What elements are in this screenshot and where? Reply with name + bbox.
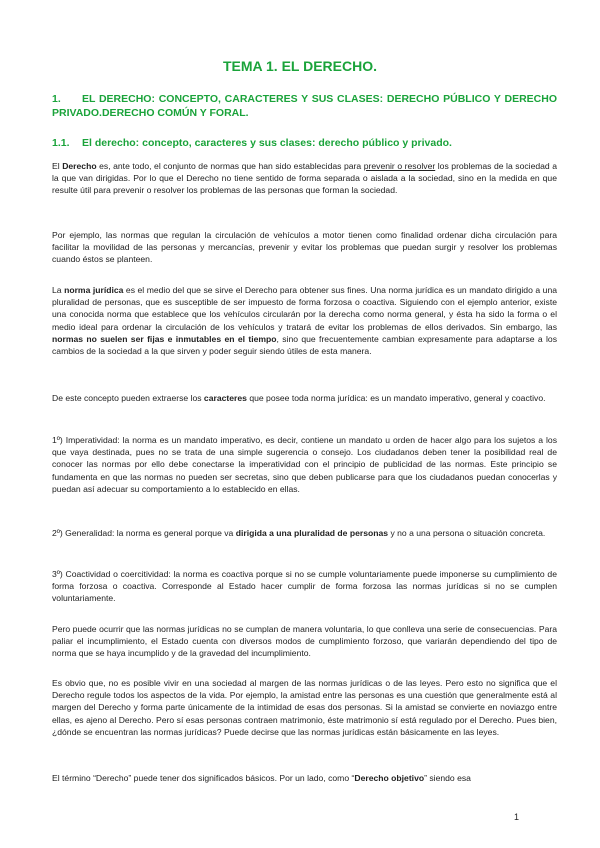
subsection-heading [52, 136, 557, 150]
section-number: 1. [52, 93, 61, 105]
paragraph-coactivity: 3º) Coactividad o coercitividad: la norma es coactiva porque si no se cumple voluntariamente puede imponerse su cumplimiento de forma forzosa o coactiva. Corresponde al Estado hacer cumplir de forma forzosa las normas jurídicas si no se cumplen voluntariamente. [52, 569, 557, 604]
subsection-number: 1.1. [52, 137, 70, 149]
text-run: que posee toda norma jurídica: es un mandato imperativo, general y coactivo. [246, 393, 546, 403]
bold-term: Derecho objetivo [354, 773, 425, 783]
text-run: El término “Derecho” puede tener dos significados básicos. Por un lado, como “ [52, 773, 355, 783]
paragraph-society: Es obvio que, no es posible vivir en una sociedad al margen de las normas jurídicas o de las leyes. Pero esto no significa que el Derecho regule todos los aspectos de la vida. Por ejemplo, la amistad entre las personas es una cuestión que generalmente está al margen del Derecho y forma parte únicamente de la intimidad de esas dos personas. Si la amistad se convierte en noviazgo entre ellas, es ajeno al Derecho. Pero sí esas personas contraen matrimonio, éste matrimonio sí está regulado por el Derecho. Pues bien, ¿dónde se encuentran las normas jurídicas? Puede decirse que las normas jurídicas están básicamente en las leyes. [52, 678, 557, 737]
text-run: ” siendo esa [424, 773, 471, 783]
text-run: es, ante todo, el conjunto de normas que han sido establecidas para [96, 161, 364, 171]
text-run: La [52, 285, 65, 295]
bold-term: normas no suelen ser fijas e inmutables en el tiempo [52, 333, 277, 344]
bold-term: norma jurídica [64, 285, 124, 295]
underlined-term: prevenir o resolver [363, 161, 436, 171]
document-title: TEMA 1. EL DERECHO. [222, 58, 378, 74]
section-heading-text: EL DERECHO: CONCEPTO, CARACTERES Y SUS CLASES: DERECHO PÚBLICO Y DERECHO PRIVADO.DERECHO COMÚN Y FORAL. [52, 93, 557, 119]
text-run: , sino que frecuentemente cambian expresamente para adaptarse a los cambios de la sociedad a la que sirven y poder seguir siendo útiles de esta manera. [52, 333, 557, 357]
text-run: El [52, 161, 63, 171]
text-run: los problemas de la sociedad a la que van dirigidas. Por lo que el Derecho no tiene sentido de forma separada o aislada a la sociedad, sino en la medida en que resulte útil para prevenir o resolver los problemas de las personas que forman la sociedad. [52, 161, 558, 196]
bold-term: dirigida a una pluralidad de personas [235, 528, 389, 538]
paragraph-characteristics [52, 392, 557, 404]
text-run: y no a una persona o situación concreta. [388, 528, 546, 538]
text-run: De este concepto pueden extraerse los [52, 393, 204, 403]
subsection-heading-text: El derecho: concepto, caracteres y sus clases: derecho público y privado. [82, 137, 452, 149]
bold-term: caracteres [203, 393, 247, 403]
paragraph-generality [52, 527, 557, 539]
page-number: 1 [514, 812, 520, 822]
paragraph-term [52, 772, 557, 784]
paragraph-imperativity: 1º) Imperatividad: la norma es un mandato imperativo, es decir, contiene un mandato u orden de hacer algo para los sujetos a los que vaya destinada, pues no se trata de una simple sugerencia o consejo. Los ciudadanos deben tener la posibilidad real de conocer las normas por ello debe conectarse la imperatividad con el principio de publicidad de las normas. Este principio se fundamenta en que las normas no pueden ser secretas, sino que deben publicarse para que los ciudadanos puedan conocerlas y puedan así adecuar su comportamiento a lo establecido en ellas. [52, 435, 557, 494]
text-run: es el medio del que se sirve el Derecho para obtener sus fines. Una norma jurídica es un mandato dirigido a una pluralidad de personas, que es susceptible de ser impuesto de forma forzosa o coactiva. Siguiendo con el ejemplo anterior, existe una conocida norma que establece que los vehículos circularán por la derecha como norma general, y ésta ha sido la forma o el medio ideal para ordenar la circulación de los vehículos y tratará de evitar los problemas de ellos derivados. Sin embargo, las [52, 285, 558, 332]
paragraph-example: Por ejemplo, las normas que regulan la circulación de vehículos a motor tienen como finalidad ordenar dicha circulación para facilitar la movilidad de las personas y mercancías, prevenir y evitar los problemas que puedan surgir y resolver los problemas cuando éstos se planteen. [52, 230, 557, 265]
paragraph-non-compliance: Pero puede ocurrir que las normas jurídicas no se cumplan de manera voluntaria, lo que conlleva una serie de consecuencias. Para paliar el incumplimiento, el Estado cuenta con diversos modos de cumplimiento forzoso, que variarán dependiendo del tipo de norma que se haya incumplido y de la gravedad del incumplimiento. [52, 624, 557, 659]
text-run: 2º) Generalidad: la norma es general porque va [52, 528, 236, 538]
paragraph-legal-norm [52, 284, 557, 357]
paragraph-definition [52, 160, 557, 197]
bold-term: Derecho [62, 161, 97, 171]
section-heading [52, 92, 557, 120]
